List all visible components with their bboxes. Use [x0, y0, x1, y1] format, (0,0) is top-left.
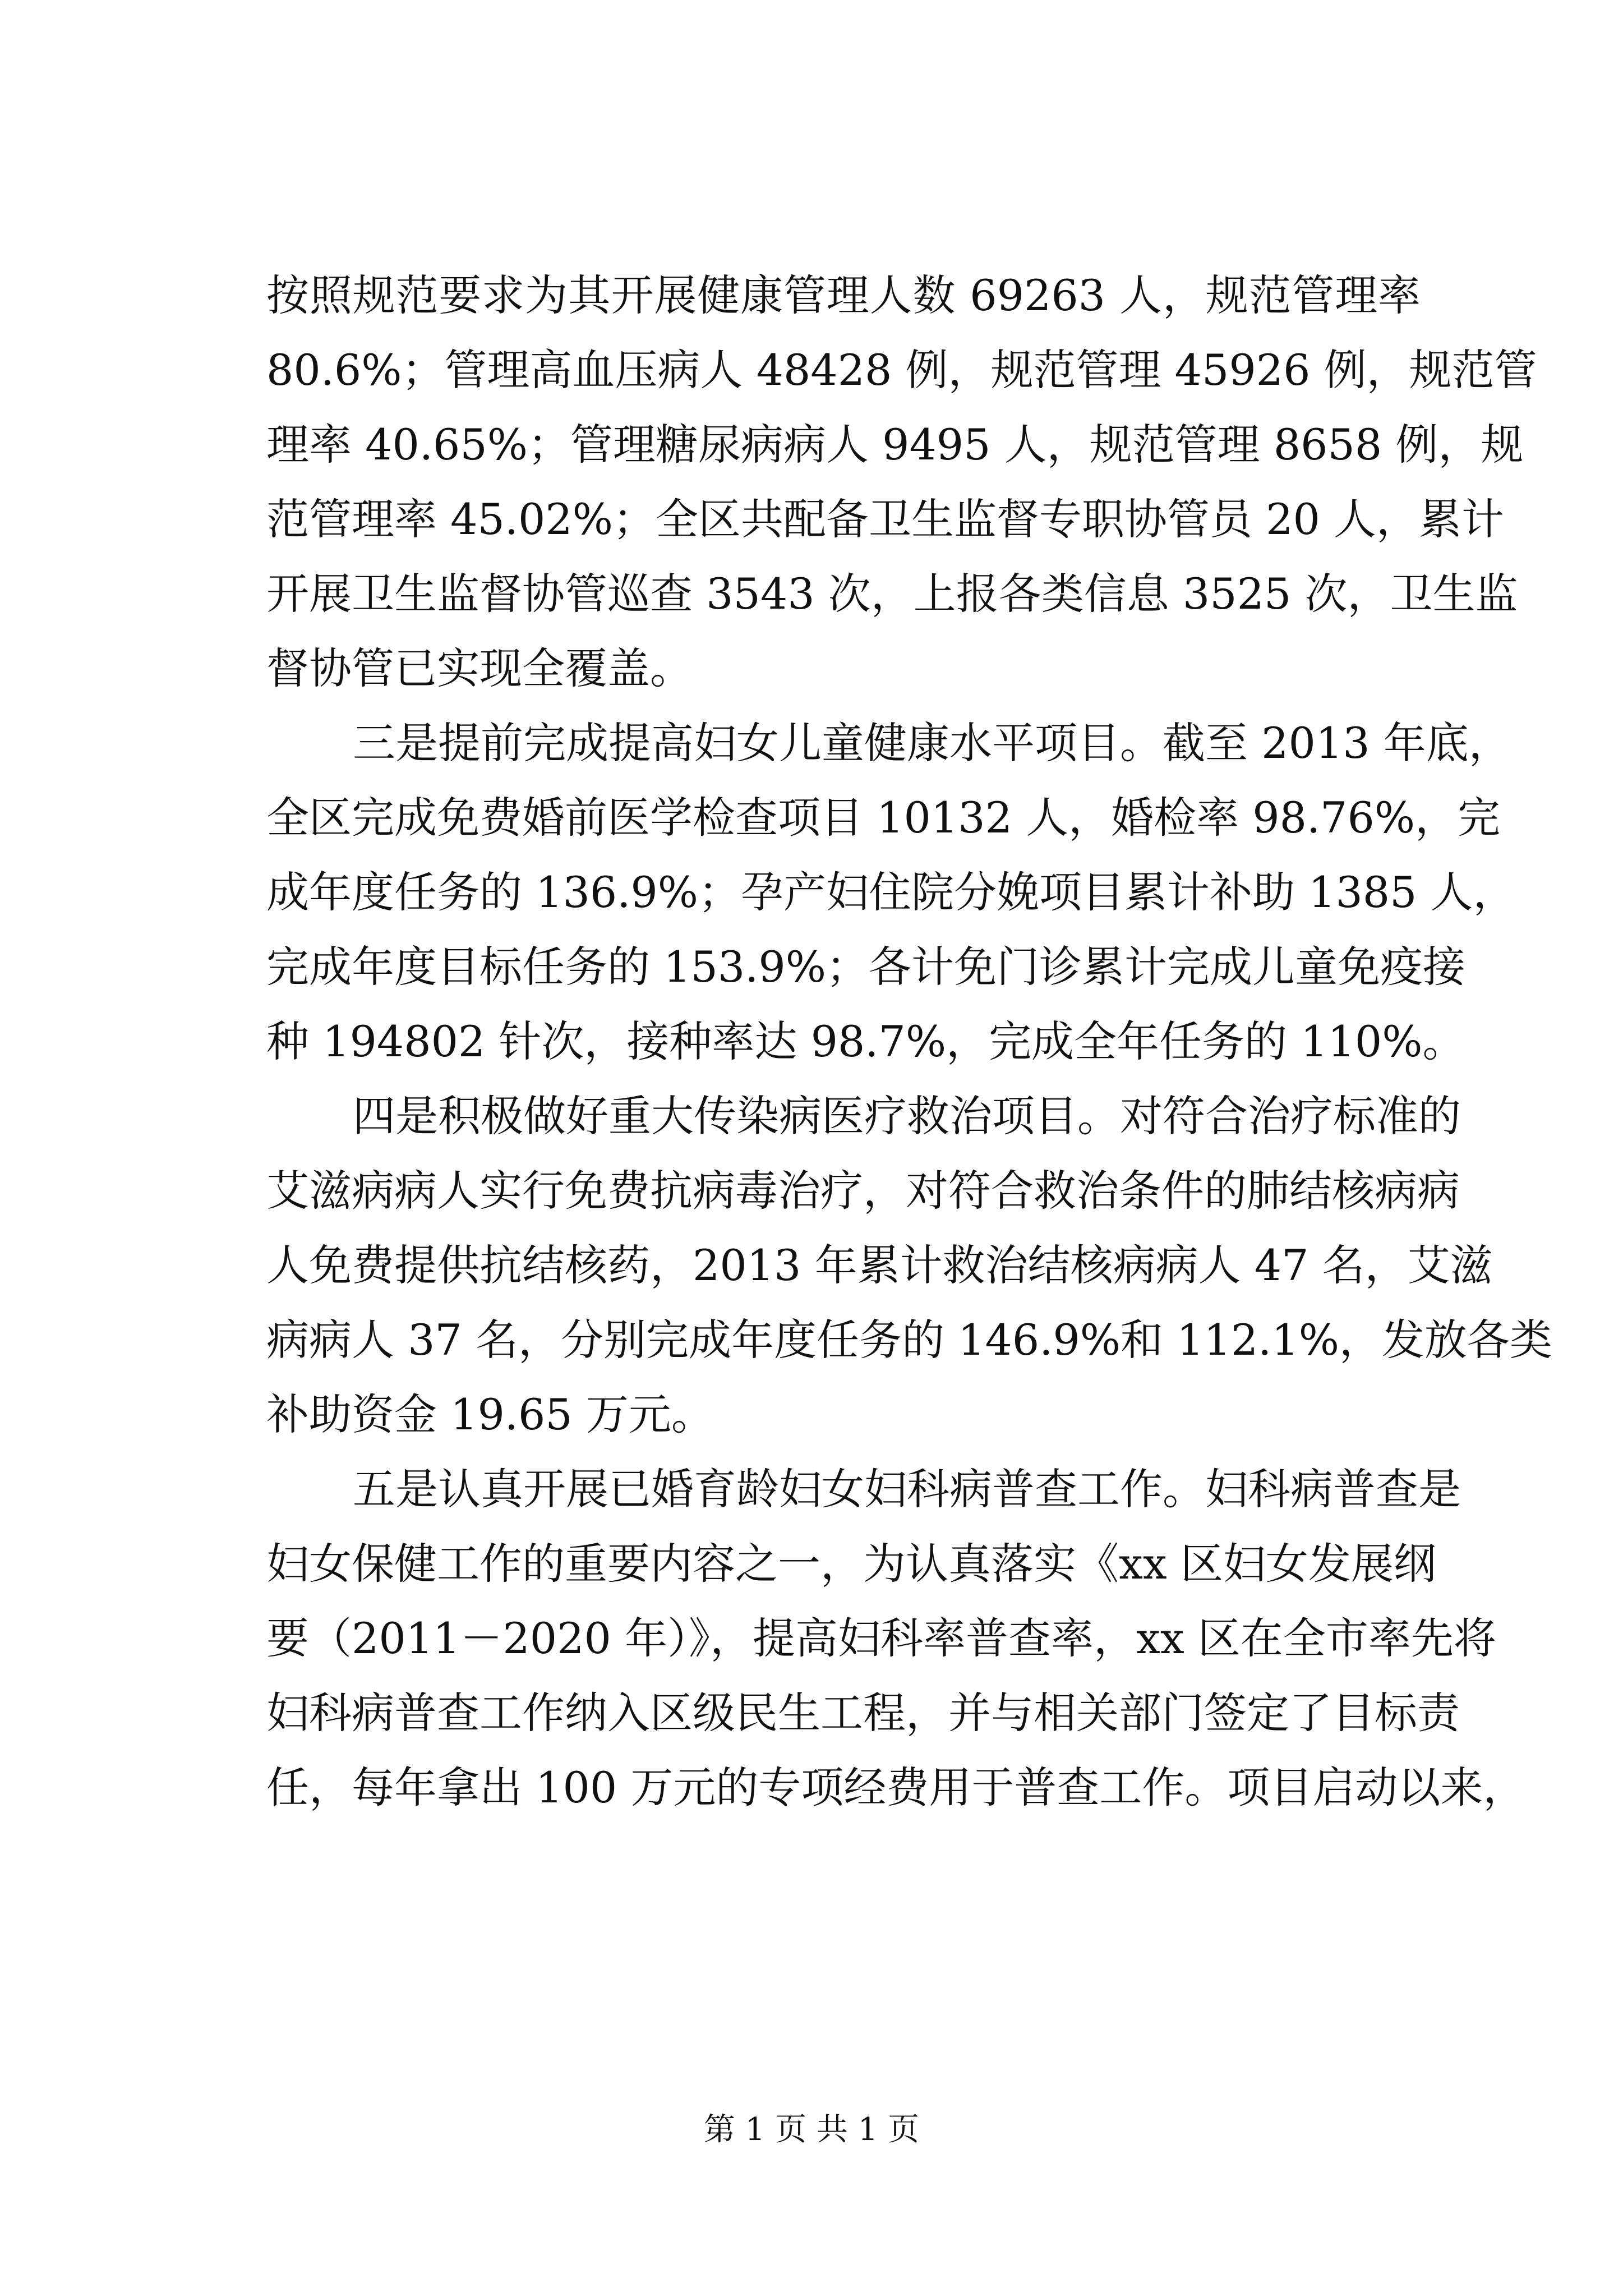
text-line: 妇科病普查工作纳入区级民生工程，并与相关部门签定了目标责	[266, 1688, 1460, 1738]
text-line: 人免费提供抗结核药，2013 年累计救治结核病病人 47 名，艾滋	[266, 1240, 1493, 1290]
text-line: 督协管已实现全覆盖。	[266, 643, 693, 693]
text-line: 种 194802 针次，接种率达 98.7%，完成全年任务的 110%。	[266, 1016, 1465, 1066]
text-line: 80.6%；管理高血压病人 48428 例，规范管理 45926 例，规范管	[266, 345, 1537, 395]
document-body	[266, 258, 1552, 1825]
text-line: 开展卫生监督协管巡查 3543 次，上报各类信息 3525 次，卫生监	[266, 569, 1518, 619]
text-line: 艾滋病病人实行免费抗病毒治疗，对符合救治条件的肺结核病病	[266, 1166, 1460, 1216]
text-line: 按照规范要求为其开展健康管理人数 69263 人，规范管理率	[266, 270, 1421, 320]
text-line: 完成年度目标任务的 153.9%；各计免门诊累计完成儿童免疫接	[266, 942, 1465, 992]
paragraph-start-line: 四是积极做好重大传染病医疗救治项目。对符合治疗标准的	[353, 1091, 1461, 1141]
text-line: 妇女保健工作的重要内容之一，为认真落实《xx 区妇女发展纲	[266, 1539, 1436, 1589]
text-line: 全区完成免费婚前医学检查项目 10132 人，婚检率 98.76%，完	[266, 793, 1501, 843]
text-line: 任，每年拿出 100 万元的专项经费用于普查工作。项目启动以来，	[266, 1763, 1526, 1812]
text-line: 范管理率 45.02%；全区共配备卫生监督专职协管员 20 人，累计	[266, 494, 1504, 544]
text-line: 病病人 37 名，分别完成年度任务的 146.9%和 112.1%，发放各类	[266, 1315, 1552, 1365]
paragraph-start-line: 三是提前完成提高妇女儿童健康水平项目。截至 2013 年底，	[353, 718, 1511, 768]
text-line: 理率 40.65%；管理糖尿病病人 9495 人，规范管理 8658 例，规	[266, 420, 1524, 470]
paragraph-start-line: 五是认真开展已婚育龄妇女妇科病普查工作。妇科病普查是	[353, 1464, 1461, 1514]
text-line: 要（2011－2020 年）》，提高妇科率普查率，xx 区在全市率先将	[266, 1613, 1496, 1663]
text-line: 成年度任务的 136.9%；孕产妇住院分娩项目累计补助 1385 人，	[266, 867, 1516, 917]
text-line: 补助资金 19.65 万元。	[266, 1389, 714, 1439]
page-number-footer: 第 1 页 共 1 页	[703, 2111, 920, 2148]
